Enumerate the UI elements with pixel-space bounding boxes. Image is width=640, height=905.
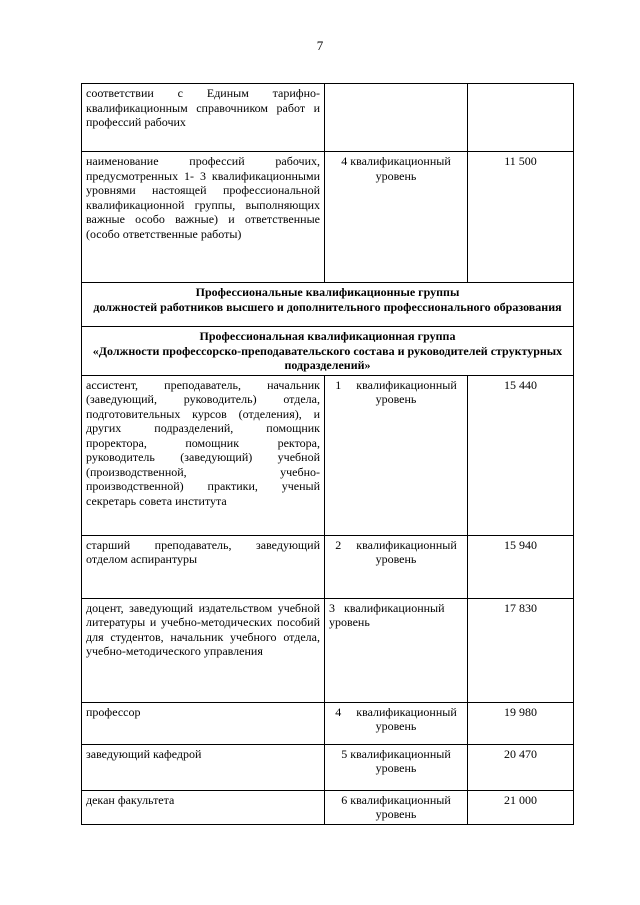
level-number: 4 <box>335 704 342 719</box>
position-cell: ассистент, преподаватель, начальник (заведующий, руководитель) отдела, подготовительных курсов (отделения), и других подразделений, помощник проректора, помощник ректора, руководитель (заведующий) учебной (производственной, учебно-производственной) практики, ученый секретарь совета института <box>82 375 325 535</box>
table-row <box>82 702 574 744</box>
table-row <box>82 744 574 790</box>
group-header-line: Профессиональная квалификационная группа <box>199 329 456 343</box>
level-number: 5 <box>341 746 348 761</box>
group-header-row <box>82 327 574 376</box>
position-cell: профессор <box>82 702 325 744</box>
section-header-line: Профессиональные квалификационные группы <box>195 285 460 299</box>
level-text: квалификационный уровень <box>329 600 445 629</box>
level-text: квалификационный уровень <box>356 377 457 406</box>
level-cell <box>325 744 468 790</box>
salary-cell: 17 830 <box>468 598 574 702</box>
level-cell: 4 квалификационный уровень <box>325 152 468 283</box>
salary-cell: 15 940 <box>468 535 574 598</box>
level-number: 2 <box>335 537 342 552</box>
table-row <box>82 598 574 702</box>
level-text: квалификационный уровень <box>356 704 457 733</box>
table-row <box>82 790 574 824</box>
position-cell: соответствии с Единым тарифно-квалификационным справочником работ и профессий рабочих <box>82 84 325 152</box>
level-cell <box>325 598 468 702</box>
table-row <box>82 152 574 283</box>
group-header <box>82 327 574 376</box>
salary-table <box>81 83 574 825</box>
page-number: 7 <box>316 38 324 53</box>
group-header-line: «Должности профессорско-преподавательского состава и руководителей структурных подразделений» <box>92 343 563 372</box>
level-number: 1 <box>335 377 342 392</box>
salary-cell: 11 500 <box>468 152 574 283</box>
section-header-row <box>82 283 574 327</box>
section-header <box>82 283 574 327</box>
level-cell <box>325 702 468 744</box>
level-cell <box>325 375 468 535</box>
position-cell: старший преподаватель, заведующий отделом аспирантуры <box>82 535 325 598</box>
table-row <box>82 84 574 152</box>
level-number: 6 <box>341 792 348 807</box>
level-cell <box>325 790 468 824</box>
salary-cell: 21 000 <box>468 790 574 824</box>
level-text: квалификационный уровень <box>350 792 451 821</box>
position-cell: доцент, заведующий издательством учебной литературы и учебно-методических пособий для студентов, начальник учебного отдела, учебно-методического управления <box>82 598 325 702</box>
salary-cell: 20 470 <box>468 744 574 790</box>
position-cell: декан факультета <box>82 790 325 824</box>
table-row <box>82 375 574 535</box>
salary-cell: 15 440 <box>468 375 574 535</box>
table-row <box>82 535 574 598</box>
salary-cell: 19 980 <box>468 702 574 744</box>
position-cell: заведующий кафедрой <box>82 744 325 790</box>
level-cell <box>325 84 468 152</box>
level-text: квалификационный уровень <box>350 746 451 775</box>
level-cell <box>325 535 468 598</box>
section-header-line: должностей работников высшего и дополнительного профессионального образования <box>93 299 562 314</box>
level-text: квалификационный уровень <box>356 537 457 566</box>
salary-cell <box>468 84 574 152</box>
level-number: 3 <box>329 600 335 615</box>
position-cell: наименование профессий рабочих, предусмотренных 1- 3 квалификационными уровнями настоящей профессиональной квалификационной группы, выполняющих важные особо важные) и ответственные (особо ответственные работы) <box>82 152 325 283</box>
